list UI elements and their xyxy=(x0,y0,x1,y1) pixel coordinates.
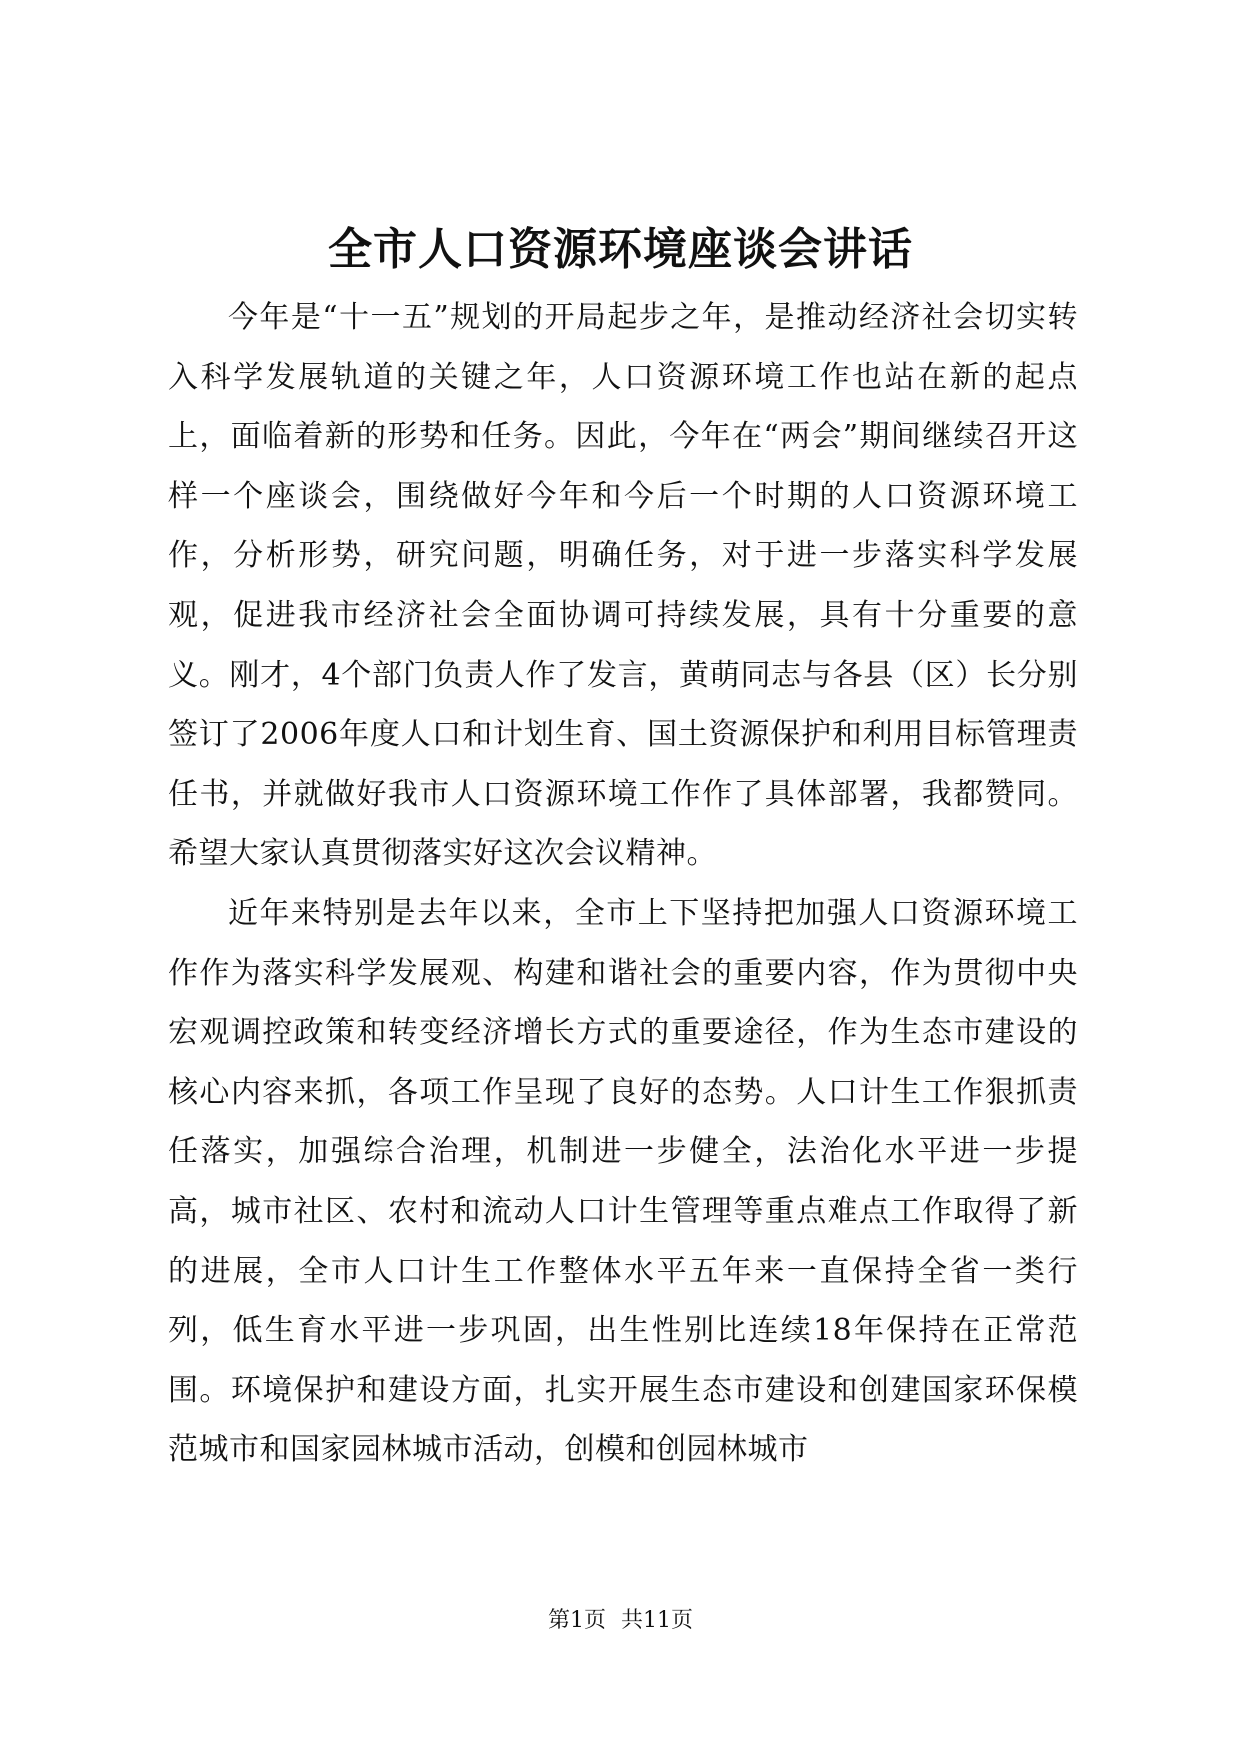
page-footer xyxy=(0,1606,1241,1636)
page-number: 第1页 xyxy=(548,1608,606,1633)
paragraph-2: 近年来特别是去年以来，全市上下坚持把加强人口资源环境工作作为落实科学发展观、构建和谐社会的重要内容，作为贯彻中央宏观调控政策和转变经济增长方式的重要途径，作为生态市建设的核心内容来抓，各项工作呈现了良好的态势。人口计生工作狠抓责任落实，加强综合治理，机制进一步健全，法治化水平进一步提高，城市社区、农村和流动人口计生管理等重点难点工作取得了新的进展，全市人口计生工作整体水平五年来一直保持全省一类行列，低生育水平进一步巩固，出生性别比连续18年保持在正常范围。环境保护和建设方面，扎实开展生态市建设和创建国家环保模范城市和国家园林城市活动，创模和创园林城市 xyxy=(168,895,1078,1468)
document-title: 全市人口资源环境座谈会讲话 xyxy=(328,224,913,275)
paragraph-1: 今年是“十一五”规划的开局起步之年，是推动经济社会切实转入科学发展轨道的关键之年，人口资源环境工作也站在新的起点上，面临着新的形势和任务。因此，今年在“两会”期间继续召开这样一个座谈会，围绕做好今年和今后一个时期的人口资源环境工作，分析形势，研究问题，明确任务，对于进一步落实科学发展观，促进我市经济社会全面协调可持续发展，具有十分重要的意义。刚才，4个部门负责人作了发言，黄萌同志与各县（区）长分别签订了2006年度人口和计划生育、国土资源保护和利用目标管理责任书，并就做好我市人口资源环境工作作了具体部署，我都赞同。希望大家认真贯彻落实好这次会议精神。 xyxy=(168,300,1078,872)
page-total: 共11页 xyxy=(621,1608,693,1633)
document-body xyxy=(168,288,1078,1480)
